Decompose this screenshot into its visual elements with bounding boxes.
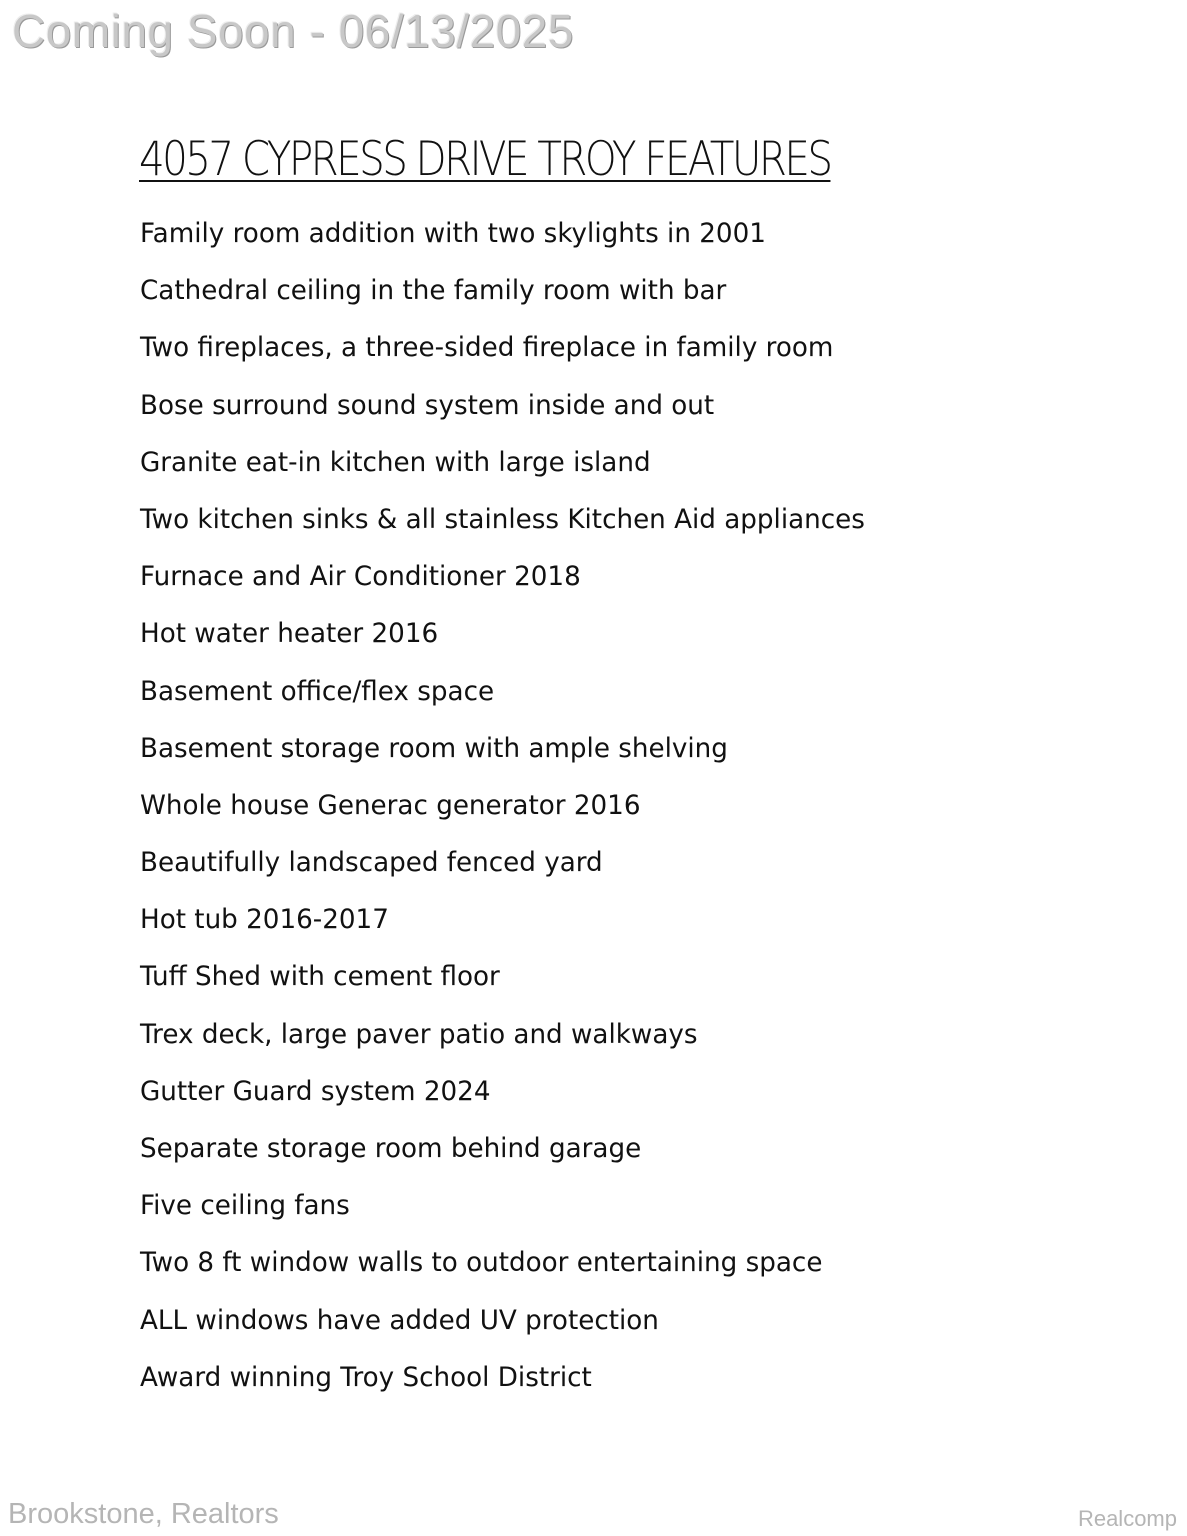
feature-item: Basement storage room with ample shelving <box>140 732 728 764</box>
feature-item: Granite eat-in kitchen with large island <box>140 446 651 478</box>
feature-item: Cathedral ceiling in the family room with bar <box>140 275 727 307</box>
feature-item: Beautifully landscaped fenced yard <box>140 847 603 879</box>
feature-item: Basement office/flex space <box>140 675 495 707</box>
feature-item: Two fireplaces, a three-sided fireplace in family room <box>140 332 834 364</box>
brokerage-watermark: Brookstone, Realtors <box>8 1498 279 1530</box>
feature-item: Furnace and Air Conditioner 2018 <box>140 561 581 593</box>
feature-item: Hot tub 2016-2017 <box>140 904 389 936</box>
feature-item: Tuff Shed with cement floor <box>140 961 500 993</box>
document-title: 4057 CYPRESS DRIVE TROY FEATURES <box>139 132 831 187</box>
feature-item: Two kitchen sinks & all stainless Kitchen Aid appliances <box>140 503 865 535</box>
feature-item: Separate storage room behind garage <box>140 1133 642 1164</box>
source-watermark: Realcomp <box>1077 1506 1177 1531</box>
feature-item: Trex deck, large paver patio and walkways <box>140 1018 698 1050</box>
feature-item: Award winning Troy School District <box>140 1361 592 1393</box>
feature-item: Two 8 ft window walls to outdoor entertaining space <box>140 1247 823 1279</box>
feature-item: Gutter Guard system 2024 <box>140 1075 491 1107</box>
feature-item: Hot water heater 2016 <box>140 618 439 650</box>
feature-item: ALL windows have added UV protection <box>140 1304 659 1336</box>
feature-item: Five ceiling fans <box>140 1190 350 1222</box>
feature-list <box>140 214 887 1415</box>
feature-item: Whole house Generac generator 2016 <box>140 789 641 821</box>
feature-item: Bose surround sound system inside and out <box>140 389 715 421</box>
feature-item: Family room addition with two skylights in 2001 <box>140 218 766 249</box>
coming-soon-watermark: Coming Soon - 06/13/2025 <box>12 5 574 57</box>
